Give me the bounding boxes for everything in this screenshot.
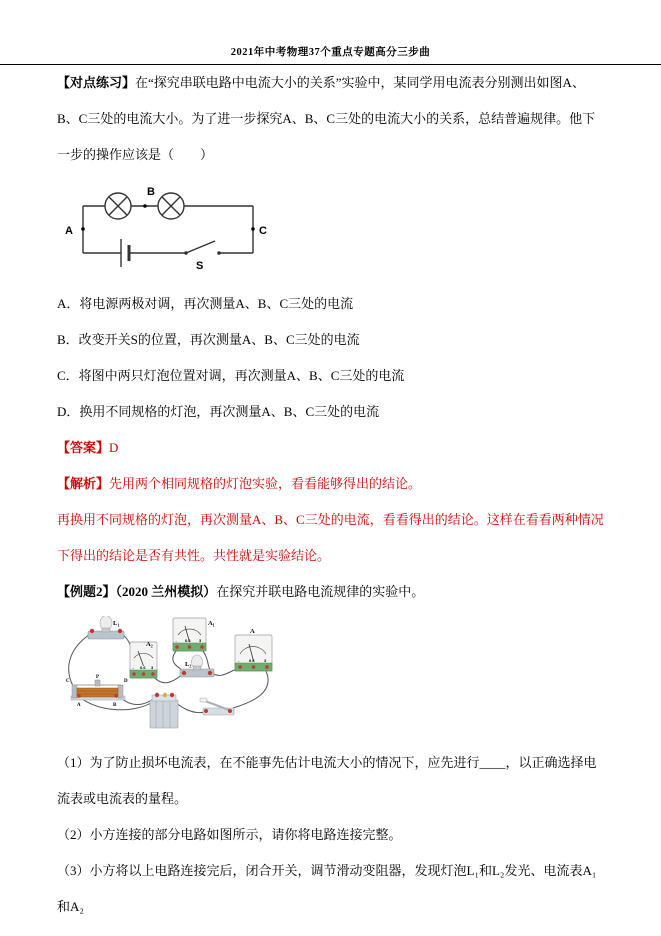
lamp-icon: [158, 193, 184, 219]
option-b: B．改变开关S的位置，再次测量A、B、C三处的电流: [57, 332, 360, 347]
example2-heading-text: 在探究并联电路电流规律的实验中。: [216, 584, 425, 599]
knife-switch-icon: [200, 698, 234, 715]
page-title: 2021年中考物理37个重点专题高分三步曲: [230, 47, 431, 58]
circuit-schematic-svg: [63, 181, 268, 279]
ammeter1-scale-minus: -: [175, 638, 177, 644]
point-c-dot: [251, 227, 255, 231]
question-1: （1）为了防止损坏电流表，在不能事先估计电流大小的情况下，应先进行____，以正确选择电流表或电流表的量程。: [57, 755, 597, 806]
lamp-icon: [105, 193, 131, 219]
rheostat-a-label: A: [77, 703, 81, 708]
point-b-dot: [143, 204, 147, 208]
battery-pack-icon: [150, 693, 178, 728]
question-2: （2）小方连接的部分电路如图所示，请你将电路连接完整。: [57, 827, 402, 842]
rheostat-d-label: D: [124, 679, 128, 684]
analysis-line-2: 再换用不同规格的灯泡，再次测量A、B、C三处的电流，看看得出的结论。这样在看看两种情况下得出的结论是否有共性。共性就是实验结论。: [57, 512, 604, 563]
experiment-photo-svg: [57, 616, 281, 738]
ammeter-icon: [235, 635, 272, 671]
experiment-photo: [57, 616, 604, 743]
practice-label: 【对点练习】: [57, 75, 136, 90]
point-b-label: B: [147, 186, 155, 198]
ammeter2-icon: [130, 642, 157, 678]
analysis-text-1: 先用两个相同规格的灯泡实验，看看能够得出的结论。: [109, 476, 422, 491]
ammeter-label: A: [250, 628, 255, 635]
ammeter1-scale-06: 0.6: [185, 638, 191, 644]
lamp1-label: L₁: [113, 620, 120, 627]
switch-icon: [184, 241, 221, 255]
lamp2-label: L₂: [185, 661, 192, 668]
ammeter1-icon: [173, 618, 206, 651]
option-c: C．将图中两只灯泡位置对调，再次测量A、B、C三处的电流: [57, 368, 405, 383]
example2-label: 【例题2】（2020 兰州模拟）: [57, 584, 217, 599]
battery-icon: [121, 239, 129, 267]
ammeter1-scale-3: 3: [199, 638, 202, 644]
option-d: D．换用不同规格的灯泡，再次测量A、B、C三处的电流: [57, 404, 380, 419]
analysis-line-1: [57, 466, 604, 502]
point-a-dot: [81, 227, 85, 231]
ammeter-scale-minus: -: [238, 658, 240, 664]
series-circuit-diagram: [63, 181, 604, 284]
rheostat-p-label: P: [96, 675, 100, 680]
document-body: [0, 65, 661, 925]
ammeter-scale-06: 0.6: [249, 658, 255, 664]
ammeter2-scale-06: 0.6: [140, 665, 146, 671]
rheostat-b-label: B: [113, 703, 117, 708]
ammeter2-label: A₂: [146, 641, 153, 648]
rheostat-c-label: C: [66, 679, 70, 684]
ammeter2-scale-minus: -: [132, 665, 134, 671]
answer-value: D: [109, 440, 119, 455]
practice-question-text: 在“探究串联电路中电流大小的关系”实验中，某同学用电流表分别测出如图A、B、C三处的电流大小。为了进一步探究A、B、C三处的电流大小的关系，总结普遍规律。他下一步的操作应该是（ ）: [57, 75, 596, 162]
answer-line: [57, 430, 604, 466]
point-a-label: A: [65, 225, 73, 237]
analysis-label: 【解析】: [57, 476, 110, 491]
switch-label: S: [196, 260, 204, 272]
answer-label: 【答案】: [57, 440, 110, 455]
rheostat-icon: [71, 680, 125, 700]
ammeter-scale-3: 3: [264, 658, 267, 664]
ammeter1-label: A₁: [208, 620, 215, 627]
example2-heading: [57, 574, 604, 610]
ammeter2-scale-3: 3: [151, 665, 154, 671]
point-c-label: C: [259, 225, 267, 237]
option-a: A．将电源两极对调，再次测量A、B、C三处的电流: [57, 296, 354, 311]
practice-question: [57, 65, 604, 173]
question-3: （3）小方将以上电路连接完后，闭合开关，调节滑动变阻器，发现灯泡L₁和L₂发光、电流表A₁和A₂: [57, 863, 597, 914]
